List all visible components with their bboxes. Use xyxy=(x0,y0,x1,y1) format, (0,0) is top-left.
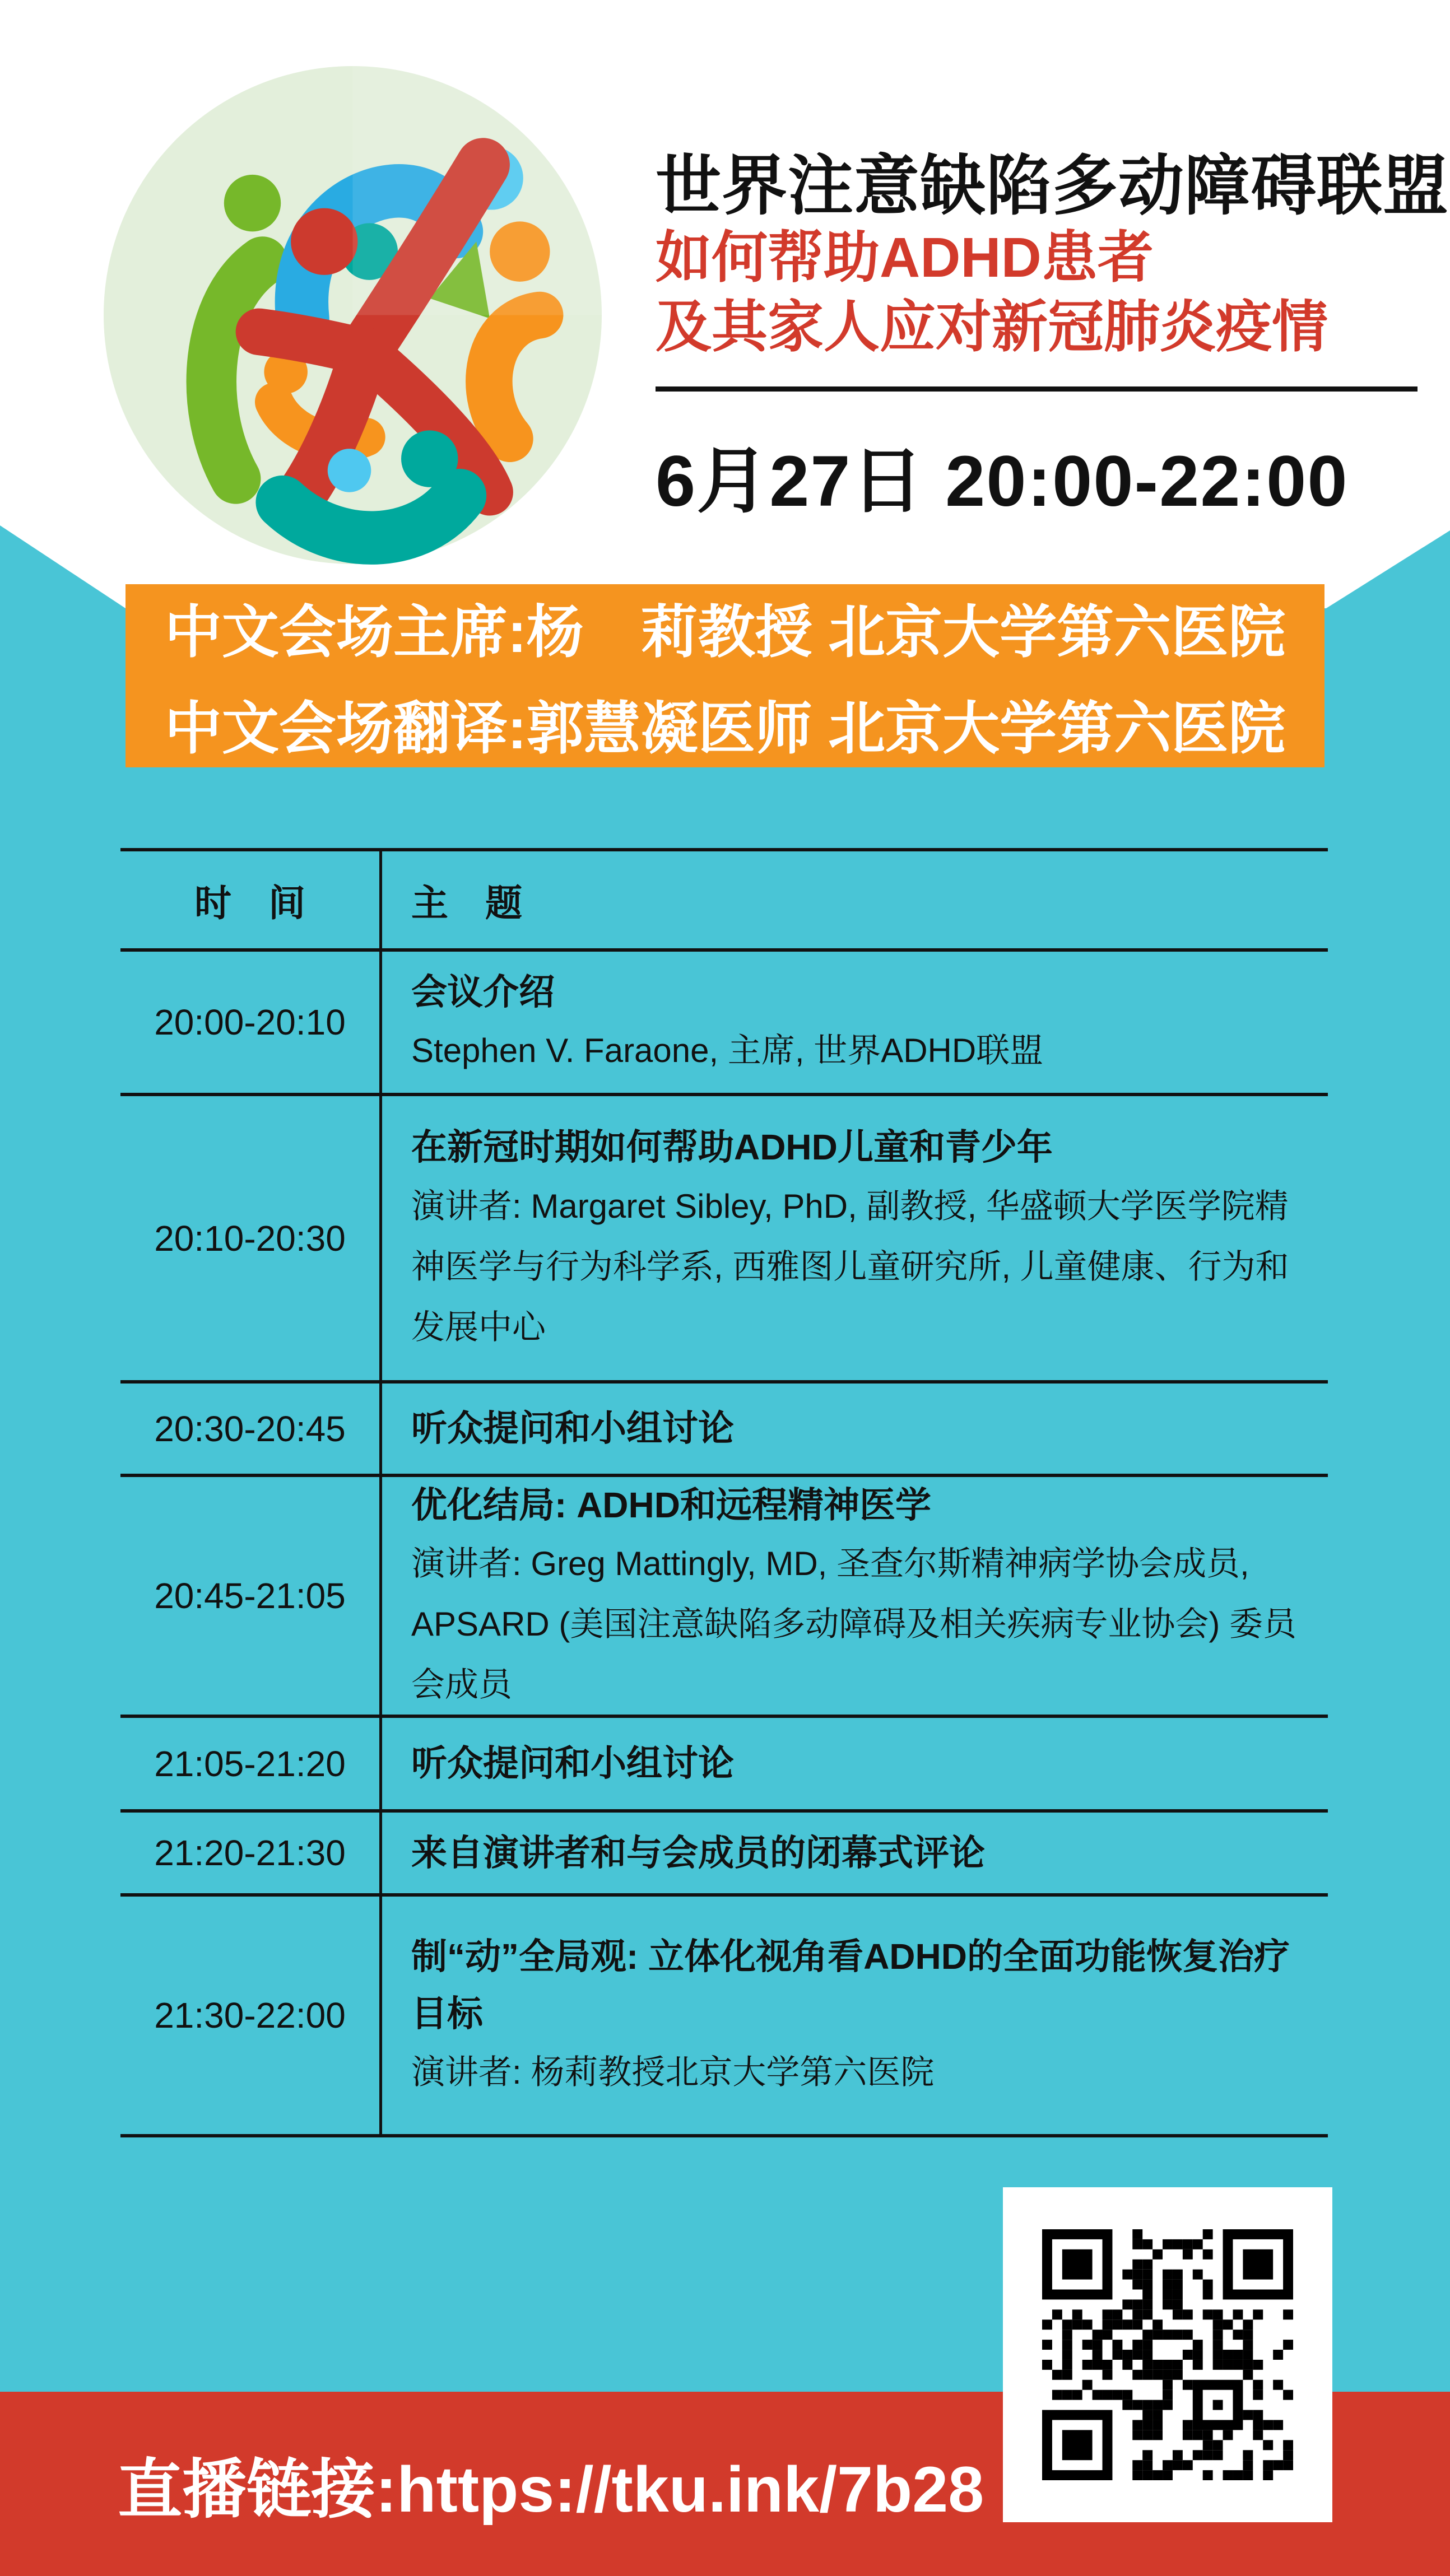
schedule-row xyxy=(120,1715,1328,1809)
schedule-row xyxy=(120,1893,1328,2134)
schedule-topic-speaker: 演讲者: 杨莉教授北京大学第六医院 xyxy=(411,2053,935,2091)
schedule-topic-title: 来自演讲者和与会成员的闭幕式评论 xyxy=(411,1832,985,1873)
header-divider xyxy=(656,386,1418,392)
event-datetime: 6月27日 20:00-22:00 xyxy=(656,441,1349,521)
page-title: 世界注意缺陷多动障碍联盟 xyxy=(656,149,1449,222)
schedule-header-topic: 主 题 xyxy=(411,882,522,924)
schedule-row xyxy=(120,948,1328,1093)
schedule-row xyxy=(120,1474,1328,1715)
schedule-topic-speaker: Stephen V. Faraone, 主席, 世界ADHD联盟 xyxy=(411,1032,1044,1070)
schedule-topic-title: 听众提问和小组讨论 xyxy=(411,1408,734,1449)
schedule-row xyxy=(120,1380,1328,1474)
schedule-topic-speaker: 演讲者: Greg Mattingly, MD, 圣查尔斯精神病学协会成员, APSARD (美国注意缺陷多动障碍及相关疾病专业协会) 委员会成员 xyxy=(411,1545,1297,1704)
live-stream-link[interactable]: 直播链接:https://tku.ink/7b28 xyxy=(118,2454,984,2526)
chairs-banner xyxy=(126,584,1324,767)
schedule-time-cell: 20:45-21:05 xyxy=(154,1576,346,1616)
banner-chair-line: 中文会场主席:杨 莉教授 北京大学第六医院 xyxy=(164,600,1286,664)
schedule-time-cell: 20:00-20:10 xyxy=(154,1002,346,1042)
schedule-row xyxy=(120,1093,1328,1380)
event-subtitle xyxy=(656,223,1450,362)
schedule-time-cell: 20:30-20:45 xyxy=(154,1408,346,1449)
schedule-topic-title: 优化结局: ADHD和远程精神医学 xyxy=(411,1484,931,1525)
schedule-header-topic-cell xyxy=(379,851,1328,948)
schedule-topic-cell xyxy=(379,1813,1328,1893)
schedule-header-time: 时 间 xyxy=(194,882,305,924)
schedule-topic-cell xyxy=(379,1477,1328,1715)
world-adhd-federation-logo-icon xyxy=(102,64,603,566)
schedule-topic-title: 在新冠时期如何帮助ADHD儿童和青少年 xyxy=(411,1127,1053,1168)
event-subtitle-line1: 如何帮助ADHD患者 xyxy=(656,226,1154,289)
schedule-header-row xyxy=(120,851,1328,948)
schedule-topic-cell xyxy=(379,1096,1328,1380)
schedule-topic-cell xyxy=(379,1718,1328,1809)
schedule-topic-cell xyxy=(379,1897,1328,2134)
schedule-topic-title: 会议介绍 xyxy=(411,971,555,1012)
schedule-time-cell: 21:20-21:30 xyxy=(154,1833,346,1873)
schedule-topic-cell xyxy=(379,1384,1328,1474)
schedule-table xyxy=(120,848,1328,2137)
schedule-topic-cell xyxy=(379,952,1328,1093)
schedule-row xyxy=(120,1809,1328,1893)
schedule-topic-speaker: 演讲者: Margaret Sibley, PhD, 副教授, 华盛顿大学医学院精神医学与行为科学系, 西雅图儿童研究所, 儿童健康、行为和发展中心 xyxy=(411,1187,1289,1346)
schedule-topic-title: 制“动”全局观: 立体化视角看ADHD的全面功能恢复治疗目标 xyxy=(411,1936,1290,2034)
event-subtitle-line2: 及其家人应对新冠肺炎疫情 xyxy=(656,296,1328,358)
schedule-time-cell: 21:30-22:00 xyxy=(154,1995,346,2035)
schedule-time-cell: 20:10-20:30 xyxy=(154,1218,346,1259)
banner-translator-line: 中文会场翻译:郭慧凝医师 北京大学第六医院 xyxy=(164,696,1286,761)
schedule-time-cell: 21:05-21:20 xyxy=(154,1743,346,1784)
qr-code xyxy=(1003,2187,1332,2522)
schedule-topic-title: 听众提问和小组讨论 xyxy=(411,1743,734,1784)
